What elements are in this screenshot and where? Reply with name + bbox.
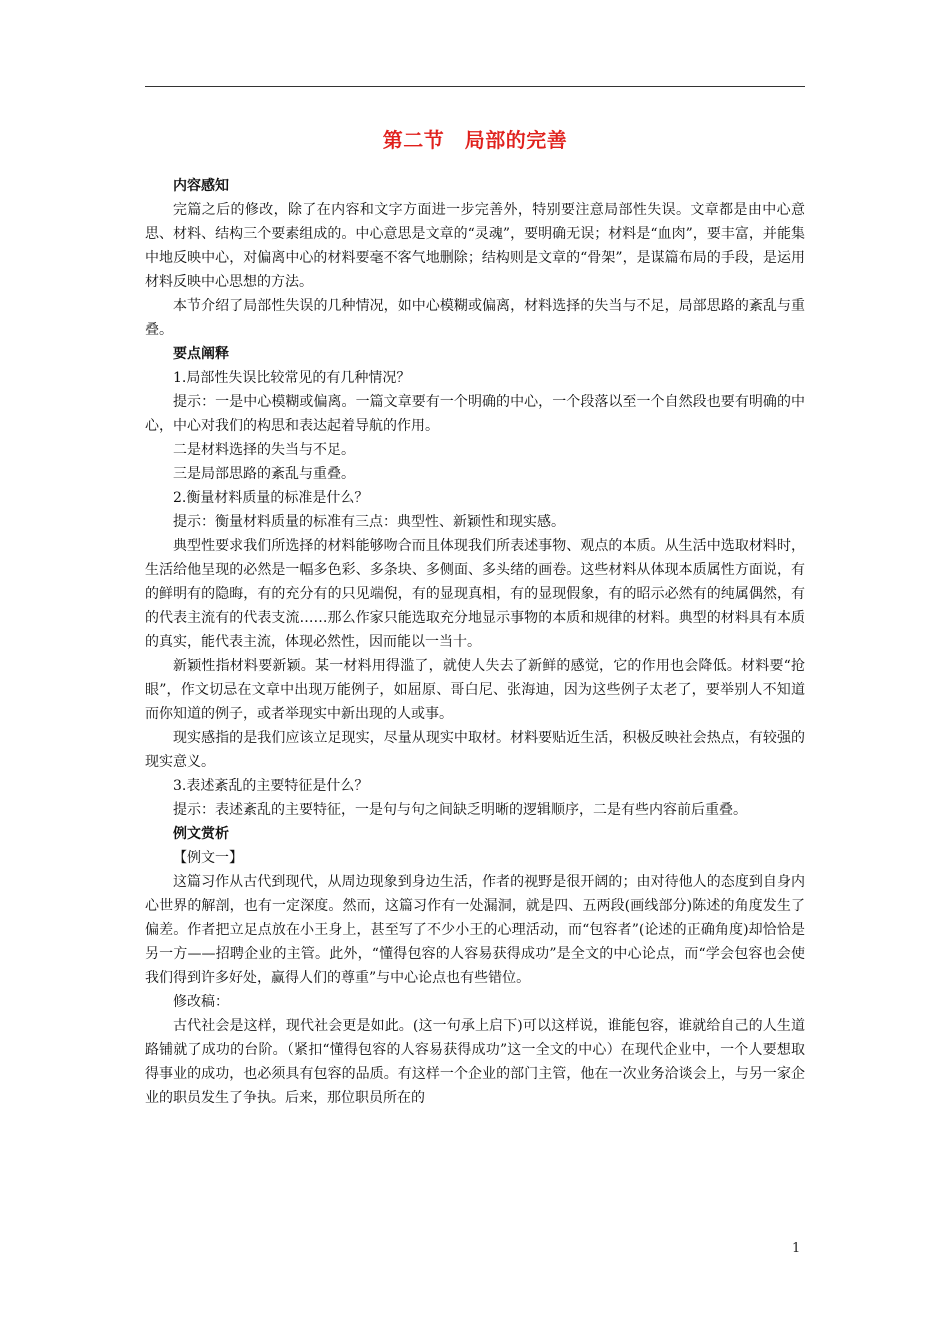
paragraph: 本节介绍了局部性失误的几种情况，如中心模糊或偏离，材料选择的失当与不足，局部思路的紊乱与重叠。 — [145, 298, 805, 338]
paragraph: 这篇习作从古代到现代，从周边现象到身边生活，作者的视野是很开阔的；由对待他人的态度到自身内心世界的解剖，也有一定深度。然而，这篇习作有一处漏洞，就是四、五两段(画线部分)陈述的角度发生了偏差。作者把立足点放在小王身上，甚至写了不少小王的心理活动，而“包容者”(论述的正确角度)却恰恰是另一方——招聘企业的主管。此外，“懂得包容的人容易获得成功”是全文的中心论点，而“学会包容也会使我们得到许多好处，赢得人们的尊重”与中心论点也有些错位。 — [145, 874, 805, 986]
header-rule — [145, 86, 805, 87]
paragraph: 提示：表述紊乱的主要特征，一是句与句之间缺乏明晰的逻辑顺序，二是有些内容前后重叠。 — [173, 802, 747, 818]
paragraph: 三是局部思路的紊乱与重叠。 — [173, 466, 355, 482]
paragraph: 提示：一是中心模糊或偏离。一篇文章要有一个明确的中心，一个段落以至一个自然段也要有明确的中心，中心对我们的构思和表达起着导航的作用。 — [145, 394, 805, 434]
paragraph: 提示：衡量材料质量的标准有三点：典型性、新颖性和现实感。 — [173, 514, 565, 530]
paragraph: 古代社会是这样，现代社会更是如此。(这一句承上启下)可以这样说，谁能包容，谁就给自己的人生道路铺就了成功的台阶。（紧扣“懂得包容的人容易获得成功”这一全文的中心）在现代企业中，一个人要想取得事业的成功，也必须具有包容的品质。有这样一个企业的部门主管，他在一次业务洽谈会上，与另一家企业的职员发生了争执。后来，那位职员所在的 — [145, 1018, 805, 1106]
section-heading: 要点阐释 — [173, 346, 229, 362]
paragraph: 修改稿： — [173, 994, 229, 1010]
document-body — [145, 174, 805, 1110]
section-heading: 例文赏析 — [173, 826, 229, 842]
paragraph: 典型性要求我们所选择的材料能够吻合而且体现我们所表述事物、观点的本质。从生活中选取材料时，生活给他呈现的必然是一幅多色彩、多条块、多侧面、多头绪的画卷。这些材料从体现本质属性方面说，有的鲜明有的隐晦，有的充分有的只见端倪，有的显现真相，有的显现假象，有的昭示必然有的纯属偶然，有的代表主流有的代表支流……那么作家只能选取充分地显示事物的本质和规律的材料。典型的材料具有本质的真实，能代表主流，体现必然性，因而能以一当十。 — [145, 538, 805, 650]
paragraph: 二是材料选择的失当与不足。 — [173, 442, 355, 458]
paragraph: 完篇之后的修改，除了在内容和文字方面进一步完善外，特别要注意局部性失误。文章都是由中心意思、材料、结构三个要素组成的。中心意思是文章的“灵魂”，要明确无误；材料是“血肉”，要丰富，并能集中地反映中心，对偏离中心的材料要毫不客气地删除；结构则是文章的“骨架”，是谋篇布局的手段，是运用材料反映中心思想的方法。 — [145, 202, 805, 290]
paragraph: 新颖性指材料要新颖。某一材料用得滥了，就使人失去了新鲜的感觉，它的作用也会降低。材料要“抢眼”，作文切忌在文章中出现万能例子，如屈原、哥白尼、张海迪，因为这些例子太老了，要举别人不知道而你知道的例子，或者举现实中新出现的人或事。 — [145, 658, 805, 722]
paragraph: 3.表述紊乱的主要特征是什么？ — [173, 778, 369, 794]
page-title: 第二节 局部的完善 — [382, 128, 568, 152]
paragraph: 1.局部性失误比较常见的有几种情况？ — [173, 370, 411, 386]
section-heading: 内容感知 — [173, 178, 229, 194]
page-number: 1 — [792, 1241, 801, 1256]
paragraph: 现实感指的是我们应该立足现实，尽量从现实中取材。材料要贴近生活，积极反映社会热点，有较强的现实意义。 — [145, 730, 805, 770]
paragraph: 【例文一】 — [173, 850, 243, 866]
paragraph: 2.衡量材料质量的标准是什么？ — [173, 490, 369, 506]
